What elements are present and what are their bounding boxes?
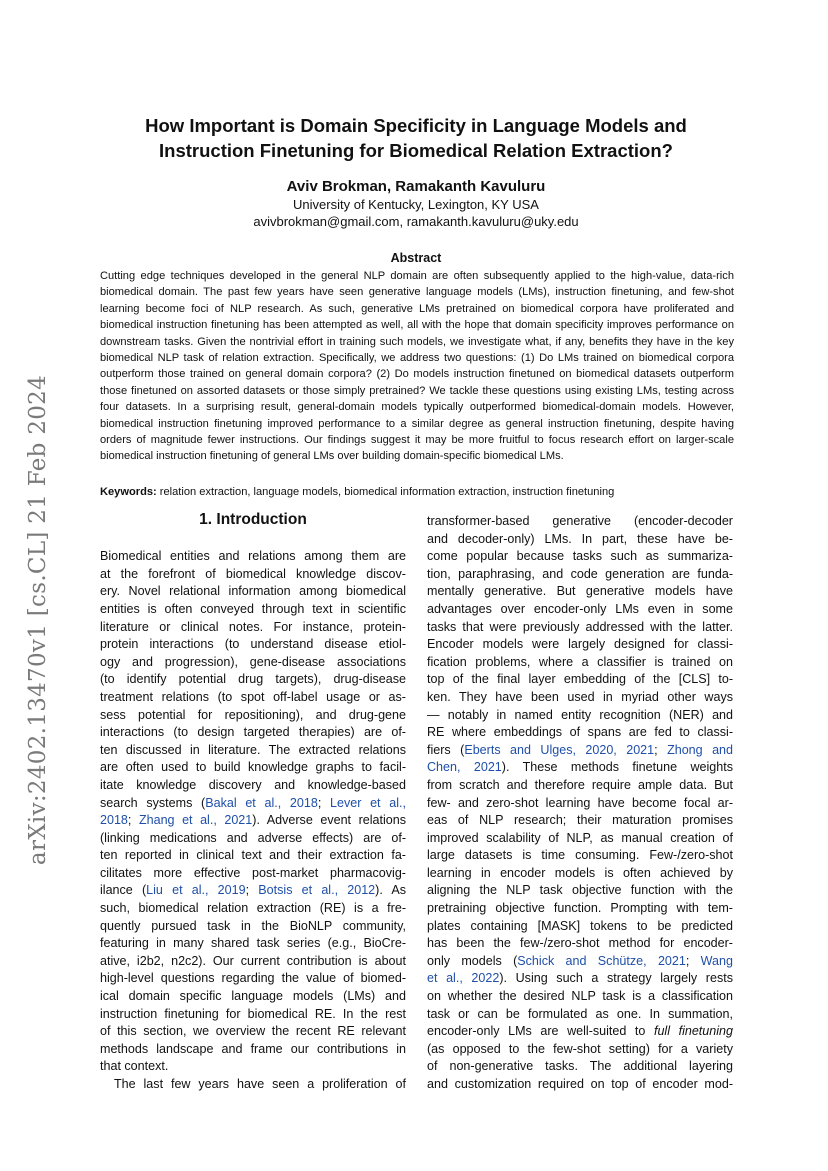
text-line <box>427 1076 733 1094</box>
text-line <box>427 777 733 795</box>
left-column <box>100 513 406 1094</box>
line-text: ical domain specific language models (LMs) and <box>100 989 406 1004</box>
line-text: (to identify potential drug targets), drug-disease <box>100 672 406 687</box>
authors: Aviv Brokman, Ramakanth Kavuluru <box>286 178 546 195</box>
line-text: quently pursued task in the BioNLP community, <box>100 918 406 933</box>
line-text: such, biomedical relation extraction (RE) is a fre- <box>100 901 406 916</box>
text-line <box>427 531 733 549</box>
text-line <box>100 777 406 795</box>
text-line <box>427 689 733 707</box>
line-text: sess potential for repositioning), and drug-gene <box>100 707 406 722</box>
line-text: plates containing [MASK] tokens to be predicted <box>427 918 733 933</box>
line-text: ken. They have been used in myriad other ways <box>427 689 733 704</box>
line-text: ; <box>317 795 330 810</box>
text-line <box>100 531 406 549</box>
text-line <box>427 1041 733 1059</box>
line-text: ogy and progression), gene-disease associations <box>100 654 406 669</box>
line-text: few- and zero-shot learning have become focal ar- <box>427 795 733 810</box>
line-text: itate knowledge discovery and knowledge-based <box>100 777 406 792</box>
text-line <box>100 953 406 971</box>
emphasis-text: full finetuning <box>653 1024 733 1039</box>
text-line <box>100 601 406 619</box>
text-line <box>100 566 406 584</box>
line-text: transformer-based generative (encoder-decoder <box>427 514 733 528</box>
text-line <box>427 759 733 777</box>
text-line <box>427 900 733 918</box>
line-text: ). Adverse event relations <box>252 813 406 828</box>
line-text: large datasets is time consuming. Few-/zero-shot <box>427 848 733 863</box>
arxiv-stamp <box>8 374 68 866</box>
keywords-text: relation extraction, language models, biomedical information extraction, instruction finetuning <box>156 486 615 498</box>
text-line <box>100 1076 406 1094</box>
line-text: top of the final layer embedding of the [CLS] to- <box>427 672 733 687</box>
line-text: — notably in named entity recognition (NER) and <box>427 707 733 722</box>
text-line <box>427 671 733 689</box>
line-text: improved scalability of NLP, as manual creation of <box>427 830 733 845</box>
text-line <box>427 865 733 883</box>
text-line <box>427 566 733 584</box>
text-line <box>427 953 733 971</box>
citation-link[interactable]: Schick and Schütze, 2021 <box>517 953 686 968</box>
title-line-2: Instruction Finetuning for Biomedical Relation Extraction? <box>159 140 673 161</box>
line-text: high-level questions regarding the value of biomed- <box>100 971 406 986</box>
line-text: ; <box>685 953 701 968</box>
line-text: of non-generative tasks. The additional layering <box>427 1059 733 1074</box>
text-line <box>100 742 406 760</box>
line-text: fication problems, where a classifier is trained on <box>427 654 733 669</box>
section-heading-introduction: 1. Introduction <box>199 511 307 528</box>
line-text: encoder-only LMs are well-suited to <box>427 1024 654 1039</box>
line-text: ). As <box>375 883 406 898</box>
citation-link[interactable]: Wang <box>700 953 733 968</box>
text-line <box>427 935 733 953</box>
text-line <box>100 1058 406 1076</box>
citation-link[interactable]: Eberts and Ulges, 2020, 2021 <box>464 742 655 757</box>
text-line <box>100 654 406 672</box>
line-text: ilance ( <box>100 883 147 898</box>
text-line <box>427 548 733 566</box>
text-line <box>100 1023 406 1041</box>
citation-link[interactable]: 2018 <box>100 813 128 828</box>
text-line <box>100 583 406 601</box>
line-text: only models ( <box>427 953 518 968</box>
text-line <box>100 795 406 813</box>
text-line <box>100 513 406 531</box>
line-text: fiers ( <box>427 742 465 757</box>
line-text: are often used to build knowledge graphs to facil- <box>100 760 406 775</box>
line-text: (as opposed to the few-shot setting) for a variety <box>427 1041 733 1056</box>
line-text: and customization required on top of encoder mod- <box>427 1077 733 1091</box>
text-line <box>427 847 733 865</box>
keywords-label: Keywords: <box>100 486 157 498</box>
abstract-body: Cutting edge techniques developed in the general NLP domain are often subsequently applied to the high-value, data-rich biomedical domain. The past few years have seen generative language models (LMs), instruction finetuning, and few-shot learning become foci of NLP research. As such, generative LMs pretrained on biomedical corpora have proliferated and biomedical instruction finetuning has been attempted as well, all with the hope that domain specificity improves performance on downstream tasks. Given the nontrivial effort in training such models, we investigate what, if any, benefits they have in the key biomedical NLP task of relation extraction. Specifically, we address two questions: (1) Do LMs trained on biomedical corpora outperform those trained on general domain corpora? (2) Do models instruction finetuned on biomedical datasets outperform those finetuned on assorted datasets or those simply pretrained? We tackle these questions using existing LMs, testing across four datasets. In a surprising result, general-domain models typically outperformed biomedical-domain models. However, biomedical instruction finetuning improved performance to a similar degree as general instruction finetuning, despite having orders of magnitude fewer instructions. Our findings suggest it may be more fruitful to focus research effort on larger-scale biomedical instruction finetuning of general LMs over building domain-specific biomedical LMs. <box>100 270 734 463</box>
citation-link[interactable]: et al., 2022 <box>427 971 500 986</box>
line-text: Encoder models were largely designed for classi- <box>427 637 733 652</box>
line-text: entities is often conveyed through text in scientific <box>100 601 406 616</box>
line-text: ; <box>127 813 139 828</box>
line-text: search systems ( <box>100 795 206 810</box>
paper-title <box>100 113 732 163</box>
line-text: come popular because tasks such as summariza- <box>427 549 733 564</box>
text-line <box>100 935 406 953</box>
text-line <box>427 619 733 637</box>
text-line <box>100 900 406 918</box>
text-line <box>427 1058 733 1076</box>
text-line <box>427 654 733 672</box>
text-line <box>427 707 733 725</box>
text-line <box>427 795 733 813</box>
citation-link[interactable]: Lever et al., <box>330 795 406 810</box>
line-text: treatment relations (to spot off-label usage or as- <box>100 689 406 704</box>
citation-link[interactable]: Bakal et al., 2018 <box>205 795 318 810</box>
text-line <box>100 707 406 725</box>
line-text: mentally generative. But generative models have <box>427 584 733 599</box>
text-line <box>100 970 406 988</box>
arxiv-stamp-text: arXiv:2402.13470v1 [cs.CL] 21 Feb 2024 <box>25 374 51 866</box>
line-text: tasks that were previously addressed with the latter. <box>427 619 733 634</box>
text-line <box>100 830 406 848</box>
line-text: task or can be formulated as one. In summation, <box>427 1006 733 1021</box>
text-line <box>100 847 406 865</box>
line-text: cilitates more effective post-market pharmacovig- <box>100 865 406 880</box>
line-text: ). These methods finetune weights <box>501 760 733 775</box>
line-text: from scratch and therefore require ample data. But <box>427 777 733 792</box>
text-line <box>427 882 733 900</box>
line-text: aligning the NLP task objective function with the <box>427 883 733 898</box>
text-line <box>100 636 406 654</box>
line-text: pretraining objective function. Prompting with tem- <box>427 901 733 916</box>
line-text: protein interactions (to understand disease etiol- <box>100 637 406 652</box>
line-text: Biomedical entities and relations among them are <box>100 549 406 564</box>
text-line <box>427 601 733 619</box>
line-text: interactions (to design targeted therapies) are of- <box>100 725 406 740</box>
line-text: advantages over encoder-only LMs even in some <box>427 601 733 616</box>
text-line <box>100 812 406 830</box>
line-text: of this section, we overview the recent RE relevant <box>100 1024 406 1039</box>
line-text: methods landscape and frame our contributions in <box>100 1041 406 1056</box>
line-text: ten reported in clinical text and their extraction fa- <box>100 848 406 863</box>
line-text: and decoder-only) LMs. In part, these have be- <box>427 531 733 546</box>
citation-link[interactable]: Chen, 2021 <box>427 760 502 775</box>
text-line <box>427 1023 733 1041</box>
text-line <box>427 636 733 654</box>
line-text: learning in encoder models is often achieved by <box>427 865 733 880</box>
right-column <box>427 513 733 1094</box>
line-text: that context. <box>100 1059 169 1074</box>
line-text: has been the few-/zero-shot method for encoder- <box>427 936 733 951</box>
text-line <box>427 970 733 988</box>
line-text: (linking medications and adverse effects) are of- <box>100 830 406 845</box>
affiliation: University of Kentucky, Lexington, KY USA <box>293 197 539 212</box>
text-line <box>100 882 406 900</box>
text-line <box>100 918 406 936</box>
title-line-1: How Important is Domain Specificity in Language Models and <box>145 115 687 136</box>
author-emails: avivbrokman@gmail.com, ramakanth.kavuluru@uky.edu <box>253 214 579 229</box>
line-text: on whether the desired NLP task is a classification <box>427 989 733 1004</box>
citation-link[interactable]: Zhong and <box>667 742 734 757</box>
line-text: literature or clinical notes. For instance, protein- <box>100 619 406 634</box>
line-text: ; <box>654 742 668 757</box>
line-text: ; <box>245 883 259 898</box>
text-line <box>427 1006 733 1024</box>
line-text: instruction finetuning for biomedical RE. In the rest <box>100 1006 406 1021</box>
text-line <box>100 1041 406 1059</box>
text-line <box>100 724 406 742</box>
text-line <box>100 548 406 566</box>
text-line <box>427 830 733 848</box>
line-text: featuring in many shared task series (e.g., BioCre- <box>100 936 406 951</box>
text-line <box>100 689 406 707</box>
line-text: ten discussed in literature. The extracted relations <box>100 742 406 757</box>
text-line <box>100 865 406 883</box>
line-text: The last few years have seen a proliferation of <box>114 1077 406 1091</box>
text-line <box>427 988 733 1006</box>
text-line <box>427 918 733 936</box>
text-line <box>427 513 733 531</box>
line-text: tion, paraphrasing, and code generation are funda- <box>427 566 733 581</box>
text-line <box>100 759 406 777</box>
abstract-heading: Abstract <box>390 251 442 265</box>
text-line <box>427 583 733 601</box>
citation-link[interactable]: Botsis et al., 2012 <box>258 883 376 898</box>
text-line <box>427 812 733 830</box>
text-line <box>427 724 733 742</box>
citation-link[interactable]: Zhang et al., 2021 <box>138 813 253 828</box>
line-text: eas of NLP research; their maturation promises <box>427 813 733 828</box>
line-text: ative, i2b2, n2c2). Our current contribution is about <box>100 953 406 968</box>
text-line <box>100 1006 406 1024</box>
text-line <box>100 619 406 637</box>
keywords <box>100 484 734 500</box>
line-text: ery. Novel relational information among biomedical <box>100 584 406 599</box>
citation-link[interactable]: Liu et al., 2019 <box>146 883 246 898</box>
text-line <box>100 988 406 1006</box>
line-text: RE where embeddings of spans are fed to classi- <box>427 725 733 740</box>
text-line <box>427 742 733 760</box>
line-text: at the forefront of biomedical knowledge discov- <box>100 566 406 581</box>
line-text: ). Using such a strategy largely rests <box>499 971 734 986</box>
text-line <box>100 671 406 689</box>
